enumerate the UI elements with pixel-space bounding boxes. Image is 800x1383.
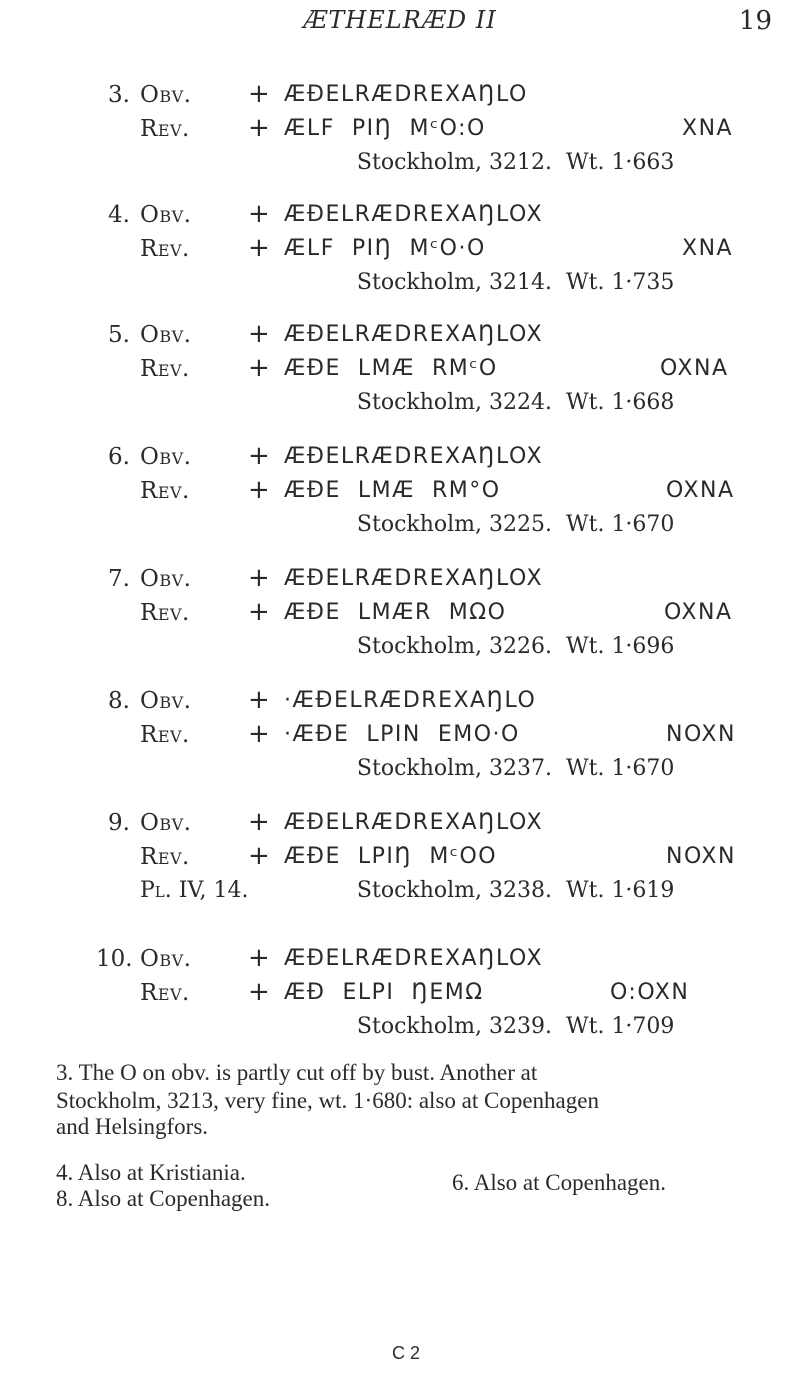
obverse-label: Obv. [140,946,192,972]
reverse-label: Rev. [140,980,190,1006]
obverse-label: Obv. [140,566,192,592]
reverse-cross: + [248,113,270,143]
reverse-cross: + [248,977,270,1007]
entry-number: 6. [108,444,130,470]
note-4: 4. Also at Kristiania. [56,1160,246,1185]
obverse-label: Obv. [140,444,192,470]
obverse-cross: + [248,685,270,715]
obverse-legend: ÆÐELRÆDREXAŊLO [284,82,528,107]
entry-number: 4. [108,202,130,228]
reverse-cross: + [248,597,270,627]
entry-number: 8. [108,688,130,714]
weight: Wt. 1·663 [566,150,675,175]
note-3-line-1: 3. The O on obv. is partly cut off by bust. Another at [56,1060,538,1085]
reverse-cross: + [248,233,270,263]
obverse-label: Obv. [140,688,192,714]
reverse-legend: ÆLF PIŊ MᶜO:O [284,116,486,141]
reverse-legend-end: O:OXN [610,980,690,1005]
obverse-label: Obv. [140,82,192,108]
obverse-cross: + [248,199,270,229]
note-3-line-2: Stockholm, 3213, very fine, wt. 1·680: also at Copenhagen [56,1088,599,1113]
obverse-label: Obv. [140,810,192,836]
obverse-cross: + [248,563,270,593]
reverse-label: Rev. [140,600,190,626]
findspot: Stockholm, 3214. [356,270,552,295]
obverse-cross: + [248,943,270,973]
reverse-label: Rev. [140,722,190,748]
note-6: 6. Also at Copenhagen. [452,1170,666,1195]
obverse-legend: ÆÐELRÆDREXAŊLOX [284,202,544,227]
page-number: 19 [738,6,772,36]
findspot: Stockholm, 3224. [356,390,552,415]
findspot: Stockholm, 3237. [356,756,552,781]
obverse-legend: ÆÐELRÆDREXAŊLOX [284,946,544,971]
findspot: Stockholm, 3238. [356,878,552,903]
signature-mark: C 2 [392,1343,421,1363]
entry-number: 10. [96,946,133,972]
reverse-cross: + [248,719,270,749]
findspot: Stockholm, 3226. [356,634,552,659]
reverse-legend-end: XNA [682,236,734,261]
note-3-line-3: and Helsingfors. [56,1114,209,1139]
obverse-legend: ÆÐELRÆDREXAŊLOX [284,322,544,347]
reverse-label: Rev. [140,844,190,870]
reverse-cross: + [248,841,270,871]
reverse-label: Rev. [140,478,190,504]
entry-number: 3. [108,82,130,108]
findspot: Stockholm, 3225. [356,512,552,537]
reverse-cross: + [248,475,270,505]
obverse-cross: + [248,441,270,471]
reverse-legend: ÆÐE LMÆR MΩO [284,600,507,625]
reverse-legend-end: XNA [682,116,734,141]
reverse-cross: + [248,353,270,383]
findspot: Stockholm, 3239. [356,1014,552,1039]
reverse-legend-end: NOXN [666,722,736,747]
obverse-legend: ÆÐELRÆDREXAŊLOX [284,566,544,591]
weight: Wt. 1·668 [566,390,675,415]
reverse-legend: ÆÐE LMÆ RM°O [284,478,501,503]
obverse-label: Obv. [140,322,192,348]
weight: Wt. 1·735 [566,270,675,295]
reverse-legend: ÆÐE LPIŊ MᶜOO [284,844,498,869]
obverse-cross: + [248,319,270,349]
weight: Wt. 1·670 [566,756,675,781]
obverse-cross: + [248,807,270,837]
reverse-label: Rev. [140,236,190,262]
entry-number: 5. [108,322,130,348]
reverse-label: Rev. [140,116,190,142]
reverse-legend-end: NOXN [666,844,736,869]
findspot: Stockholm, 3212. [356,150,552,175]
reverse-legend: ÆÐE LMÆ RMᶜO [284,356,498,381]
plate-reference: Pl. IV, 14. [140,878,249,903]
reverse-label: Rev. [140,356,190,382]
weight: Wt. 1·619 [566,878,675,903]
note-8: 8. Also at Copenhagen. [56,1186,270,1211]
reverse-legend-end: OXNA [666,478,735,503]
obverse-label: Obv. [140,202,192,228]
page-header [0,6,800,46]
running-title: ÆTHELRÆD II [303,6,497,34]
obverse-legend: ÆÐELRÆDREXAŊLOX [284,444,544,469]
entry-number: 9. [108,810,130,836]
reverse-legend-end: OXNA [664,600,733,625]
reverse-legend: ·ÆÐE LPIN EMO·O [284,722,520,747]
obverse-cross: + [248,79,270,109]
reverse-legend: ÆLF PIŊ MᶜO·O [284,236,486,261]
obverse-legend: ÆÐELRÆDREXAŊLOX [284,810,544,835]
reverse-legend-end: OXNA [660,356,729,381]
entry-number: 7. [108,566,130,592]
obverse-legend: ·ÆÐELRÆDREXAŊLO [284,688,537,713]
weight: Wt. 1·670 [566,512,675,537]
reverse-legend: ÆÐ ELPI ŊEMΩ [284,980,484,1005]
weight: Wt. 1·709 [566,1014,675,1039]
weight: Wt. 1·696 [566,634,675,659]
